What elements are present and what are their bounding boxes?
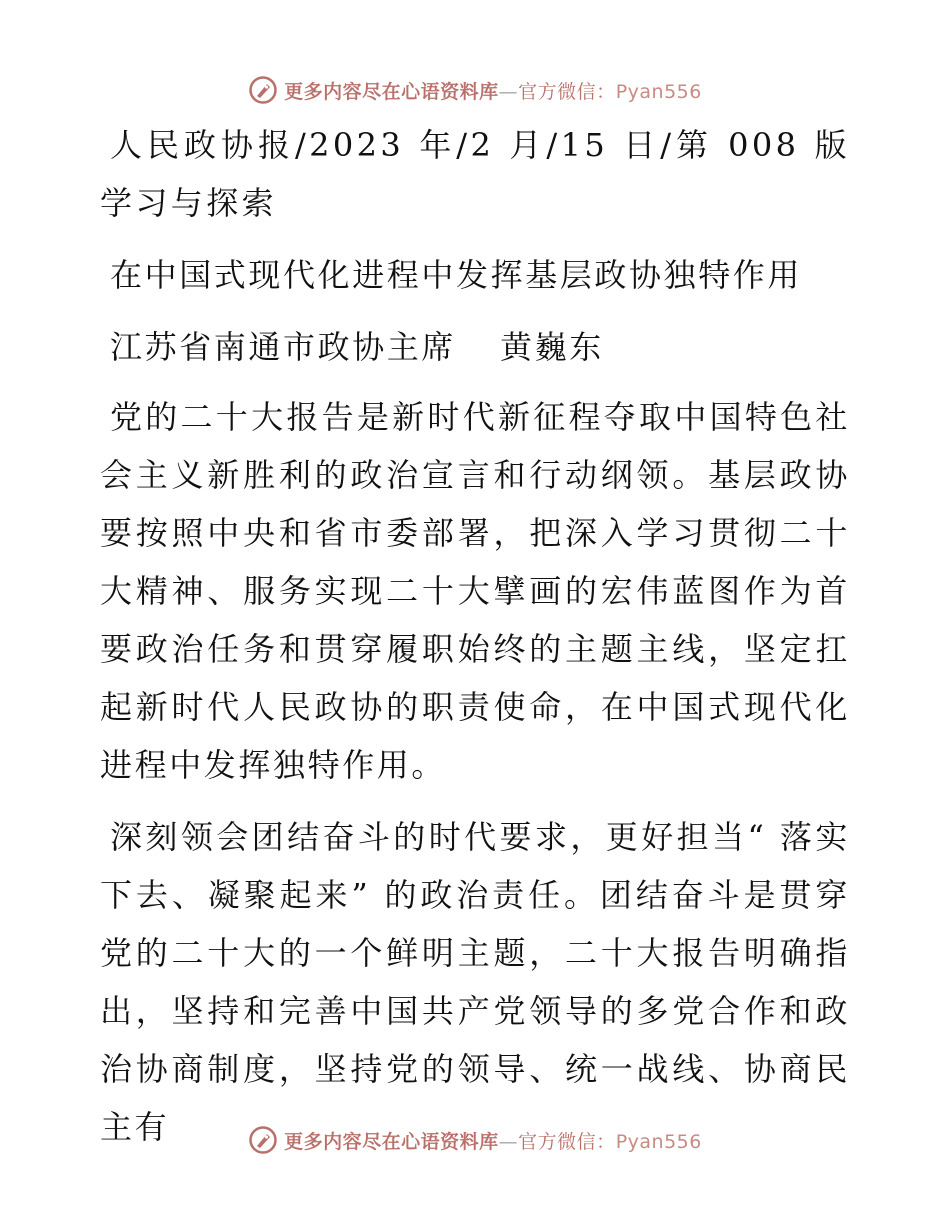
author-name: 黄巍东 [500, 328, 604, 366]
watermark-top [0, 70, 950, 110]
author-line [100, 318, 850, 376]
watermark-account: Pyan556 [615, 80, 702, 103]
watermark-bottom [0, 1120, 950, 1160]
watermark-account: Pyan556 [615, 1130, 702, 1153]
watermark-official: 官方微信： [518, 80, 616, 103]
watermark-separator: — [498, 1130, 519, 1153]
document-body [100, 116, 850, 1170]
author-role: 江苏省南通市政协主席 [110, 328, 457, 366]
watermark-brand: 更多内容尽在心语资料库 [284, 1130, 499, 1153]
watermark-text [284, 77, 702, 104]
watermark-text [284, 1127, 702, 1154]
paragraph-1: 党的二十大报告是新时代新征程夺取中国特色社会主义新胜利的政治宣言和行动纲领。基层政协要按照中央和省市委部署，把深入学习贯彻二十大精神、服务实现二十大擘画的宏伟蓝图作为首要政治任务和贯穿履职始终的主题主线，坚定扛起新时代人民政协的职责使命，在中国式现代化进程中发挥独特作用。 [100, 398, 850, 784]
pen-nib-circle-icon [248, 1125, 278, 1155]
pen-nib-circle-icon [248, 75, 278, 105]
source-line: 人民政协报/2023 年/2 月/15 日/第 008 版学习与探索 [100, 126, 850, 222]
watermark-brand: 更多内容尽在心语资料库 [284, 80, 499, 103]
watermark-separator: — [498, 80, 519, 103]
article-title: 在中国式现代化进程中发挥基层政协独特作用 [110, 256, 803, 294]
watermark-official: 官方微信： [518, 1130, 616, 1153]
paragraph-2: 深刻领会团结奋斗的时代要求，更好担当“ 落实下去、凝聚起来” 的政治责任。团结奋斗是贯穿党的二十大的一个鲜明主题，二十大报告明确指出，坚持和完善中国共产党领导的多党合作和政治协商制度，坚持党的领导、统一战线、协商民主有 [100, 818, 850, 1146]
